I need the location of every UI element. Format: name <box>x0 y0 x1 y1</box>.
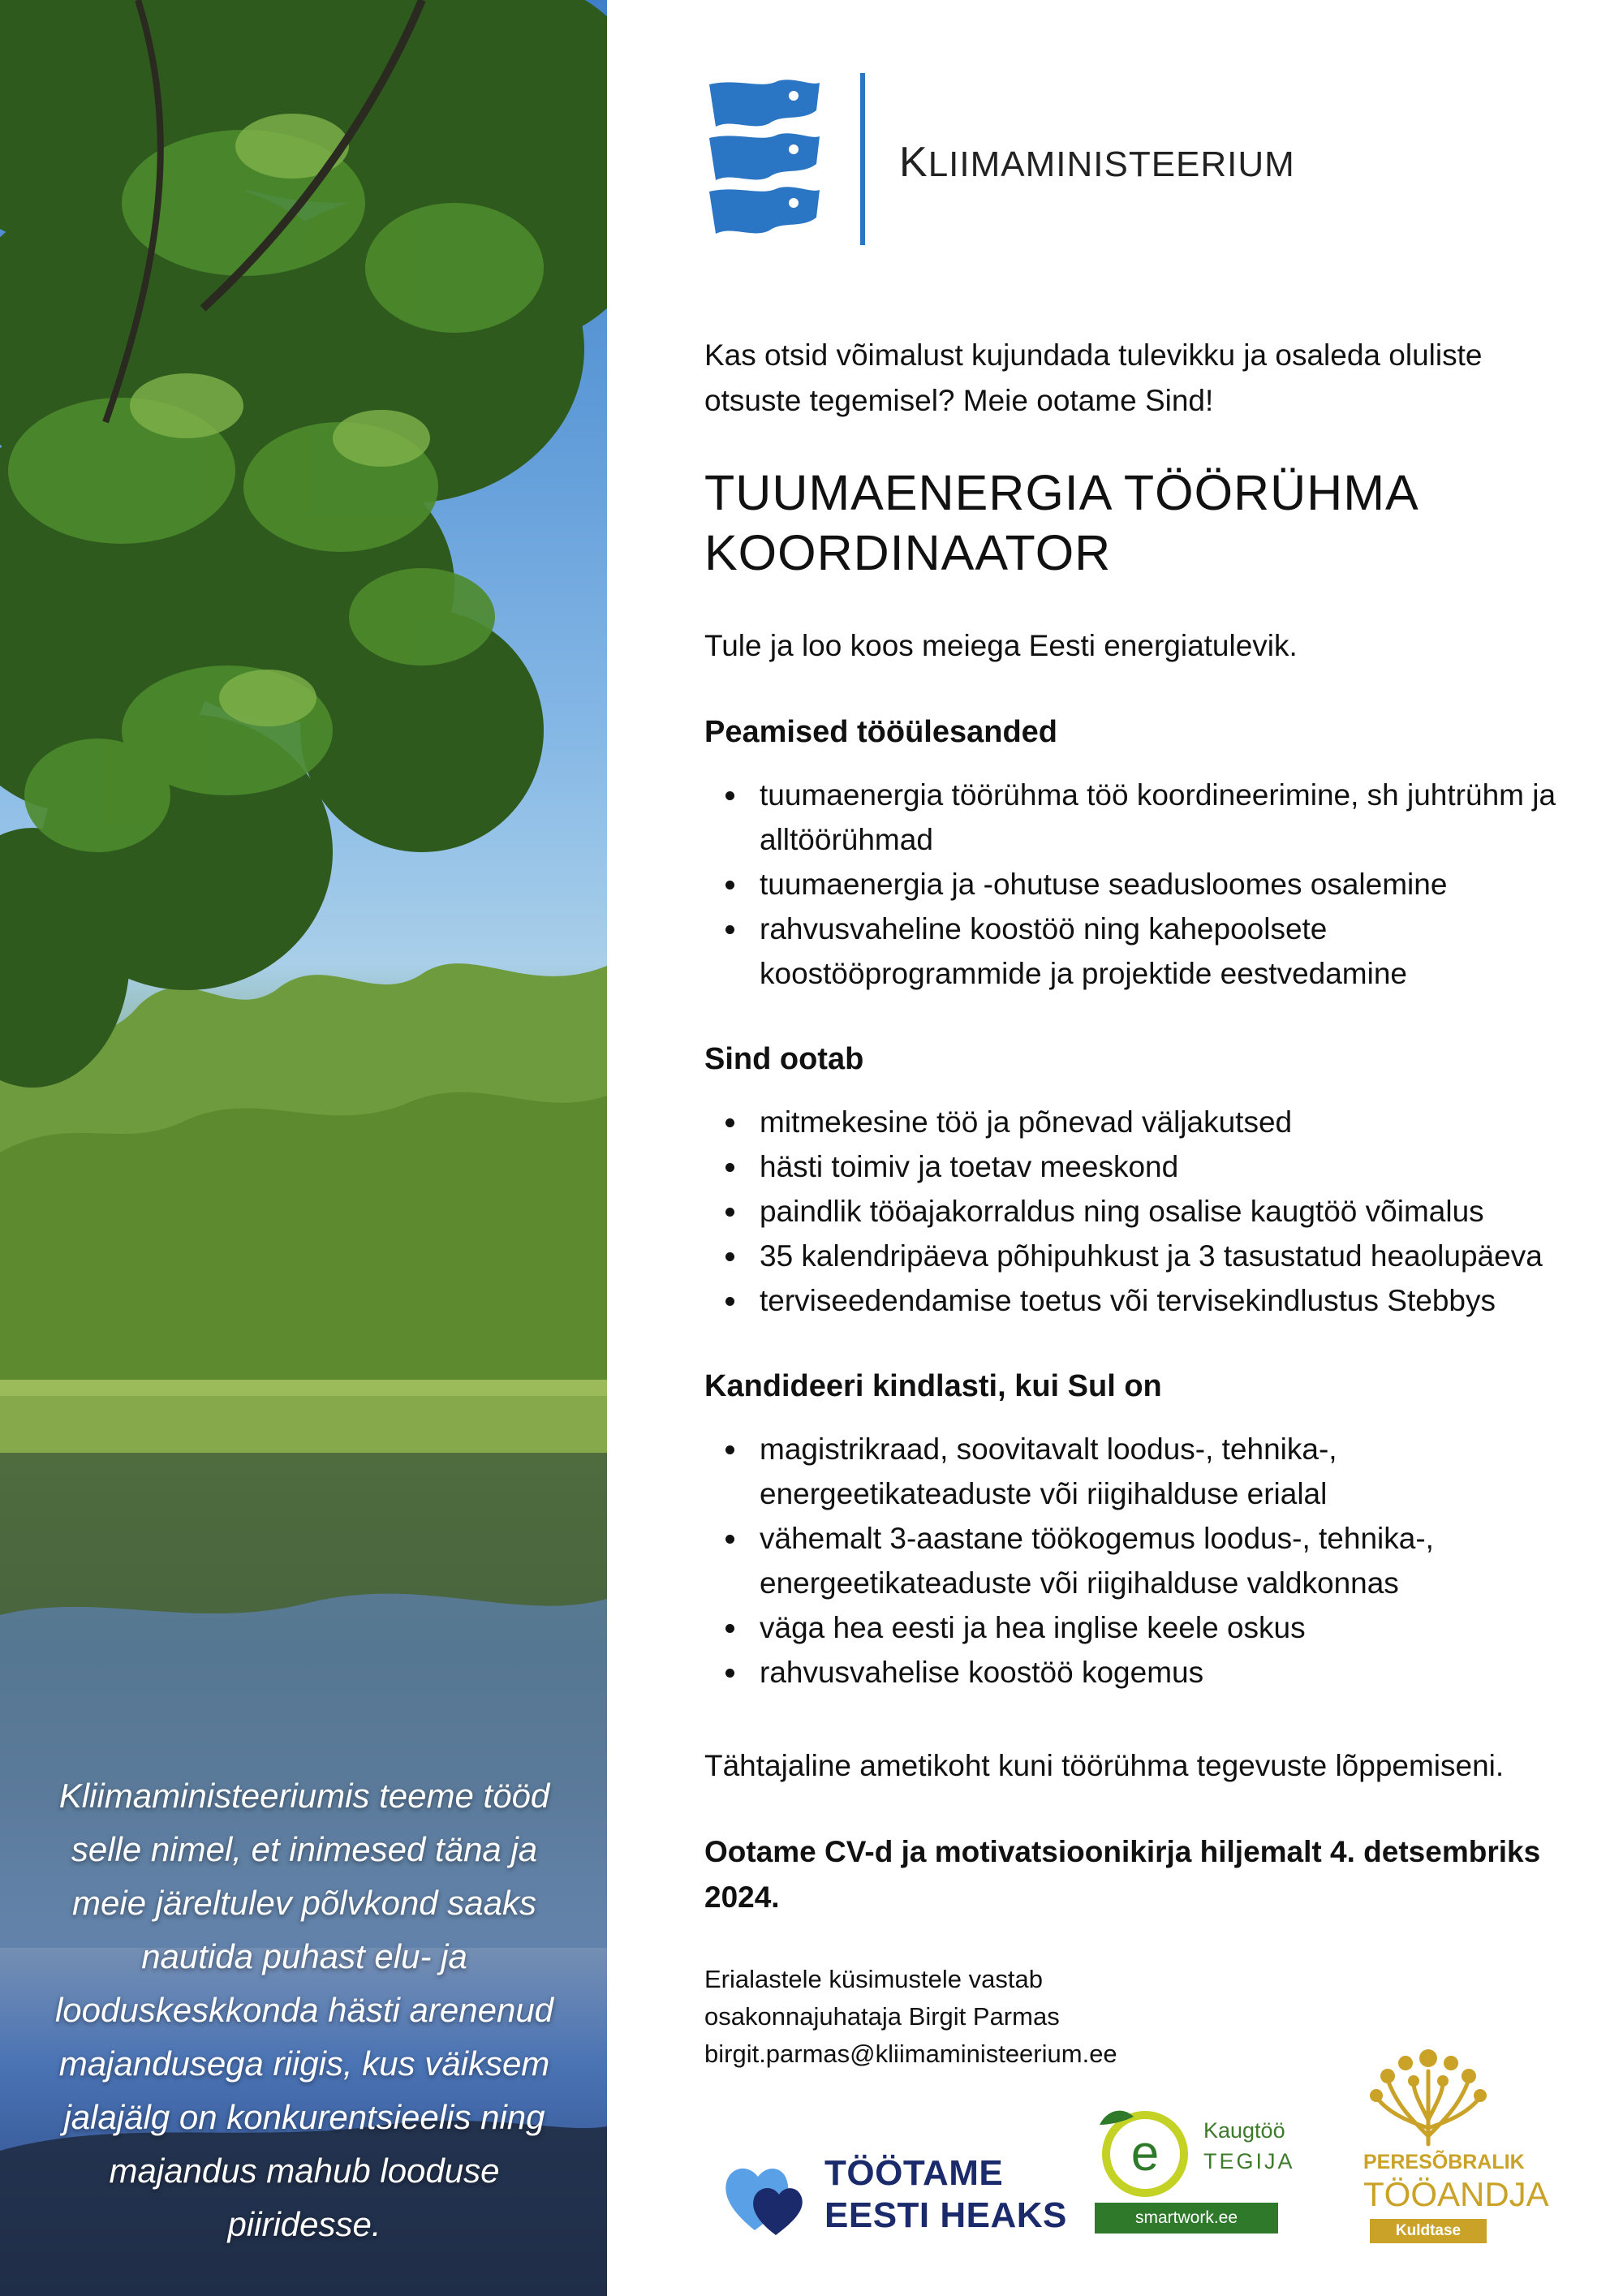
kaugtoo-line1: Kaugtöö <box>1203 2118 1285 2143</box>
peresobralik-footer: Kuldtase <box>1370 2219 1487 2243</box>
contact-line-2: osakonnajuhataja Birgit Parmas <box>704 2002 1060 2031</box>
peresobralik-line1: PERESÕBRALIK <box>1363 2151 1525 2173</box>
list-item: väga hea eesti ja hea inglise keele oskus <box>704 1605 1581 1650</box>
estonian-coat-of-arms-icon <box>704 78 824 240</box>
section-heading-requirements: Kandideeri kindlasti, kui Sul on <box>704 1369 1162 1403</box>
contact-line-1: Erialastele küsimustele vastab <box>704 1965 1043 1993</box>
kaugtoo-footer: smartwork.ee <box>1095 2203 1278 2234</box>
family-tree-icon <box>1363 2047 1493 2148</box>
job-title <box>704 463 1581 583</box>
intro-text: Kas otsid võimalust kujundada tulevikku ja osaleda oluliste otsuste tegemisel? Meie ootame Sind! <box>704 338 1483 417</box>
list-item: vähemalt 3-aastane töökogemus loodus-, tehnika-, energeetikateaduste või riigihalduse valdkonnas <box>704 1516 1581 1605</box>
smartwork-e-icon <box>1091 2100 1197 2198</box>
list-item: rahvusvahelise koostöö kogemus <box>704 1650 1581 1695</box>
position-note: Tähtajaline ametikoht kuni töörühma tegevuste lõppemiseni. <box>704 1749 1505 1782</box>
organization-name <box>899 138 1295 187</box>
application-deadline: Ootame CV-d ja motivatsioonikirja hiljemalt 4. detsembriks 2024. <box>704 1835 1541 1914</box>
nature-photo <box>0 0 607 2296</box>
photo-caption: Kliimaministeeriumis teeme tööd selle nimel, et inimesed täna ja meie järeltulev põlvkond saaks nautida puhast elu- ja looduskeskkonda hästi arenenud majandusega riigis, kus väiksem jalajälg on konkurentsieelis ning majandus mahub looduse piiridesse. <box>54 1777 554 2243</box>
section-heading-tasks: Peamised tööülesanded <box>704 715 1058 749</box>
list-item: hästi toimiv ja toetav meeskond <box>704 1144 1581 1189</box>
tootame-line1: TÖÖTAME <box>824 2153 1004 2193</box>
double-heart-icon <box>722 2157 812 2238</box>
list-item: terviseedendamise toetus või tervisekindlustus Stebbys <box>704 1278 1581 1323</box>
kaugtoo-tegija-badge <box>1091 2100 1295 2238</box>
requirements-list <box>704 1427 1581 1695</box>
contact-email-link[interactable]: birgit.parmas@kliimaministeerium.ee <box>704 2040 1117 2068</box>
svg-text:e: e <box>1130 2126 1160 2182</box>
peresobralik-line2: TÖÖANDJA <box>1363 2175 1549 2213</box>
list-item: tuumaenergia töörühma töö koordineerimine, sh juhtrühm ja alltöörühmad <box>704 773 1581 862</box>
tootame-eesti-heaks-badge <box>722 2152 1067 2242</box>
job-title-line2: KOORDINAATOR <box>704 525 1112 580</box>
job-title-line1: TUUMAENERGIA TÖÖRÜHMA <box>704 465 1419 520</box>
organization-name-rest: LIIMAMINISTEERIUM <box>928 144 1295 184</box>
list-item: tuumaenergia ja -ohutuse seadusloomes osalemine <box>704 862 1581 907</box>
tootame-line2: EESTI HEAKS <box>824 2195 1067 2235</box>
list-item: mitmekesine töö ja põnevad väljakutsed <box>704 1100 1581 1144</box>
list-item: 35 kalendripäeva põhipuhkust ja 3 tasustatud heaolupäeva <box>704 1234 1581 1278</box>
lead-text: Tule ja loo koos meiega Eesti energiatulevik. <box>704 629 1298 662</box>
organization-name-initial: K <box>899 139 928 186</box>
tasks-list <box>704 773 1581 996</box>
job-posting-content <box>704 333 1581 2073</box>
list-item: paindlik tööajakorraldus ning osalise kaugtöö võimalus <box>704 1189 1581 1234</box>
offer-list <box>704 1100 1581 1323</box>
list-item: rahvusvaheline koostöö ning kahepoolsete koostööprogrammide ja projektide eestvedamine <box>704 907 1581 996</box>
peresobralik-tooandja-badge <box>1363 2047 1549 2250</box>
logo-divider <box>860 73 865 245</box>
list-item: magistrikraad, soovitavalt loodus-, tehnika-, energeetikateaduste või riigihalduse erialal <box>704 1427 1581 1516</box>
section-heading-offer: Sind ootab <box>704 1042 864 1076</box>
kaugtoo-line2: TEGIJA <box>1203 2149 1295 2173</box>
